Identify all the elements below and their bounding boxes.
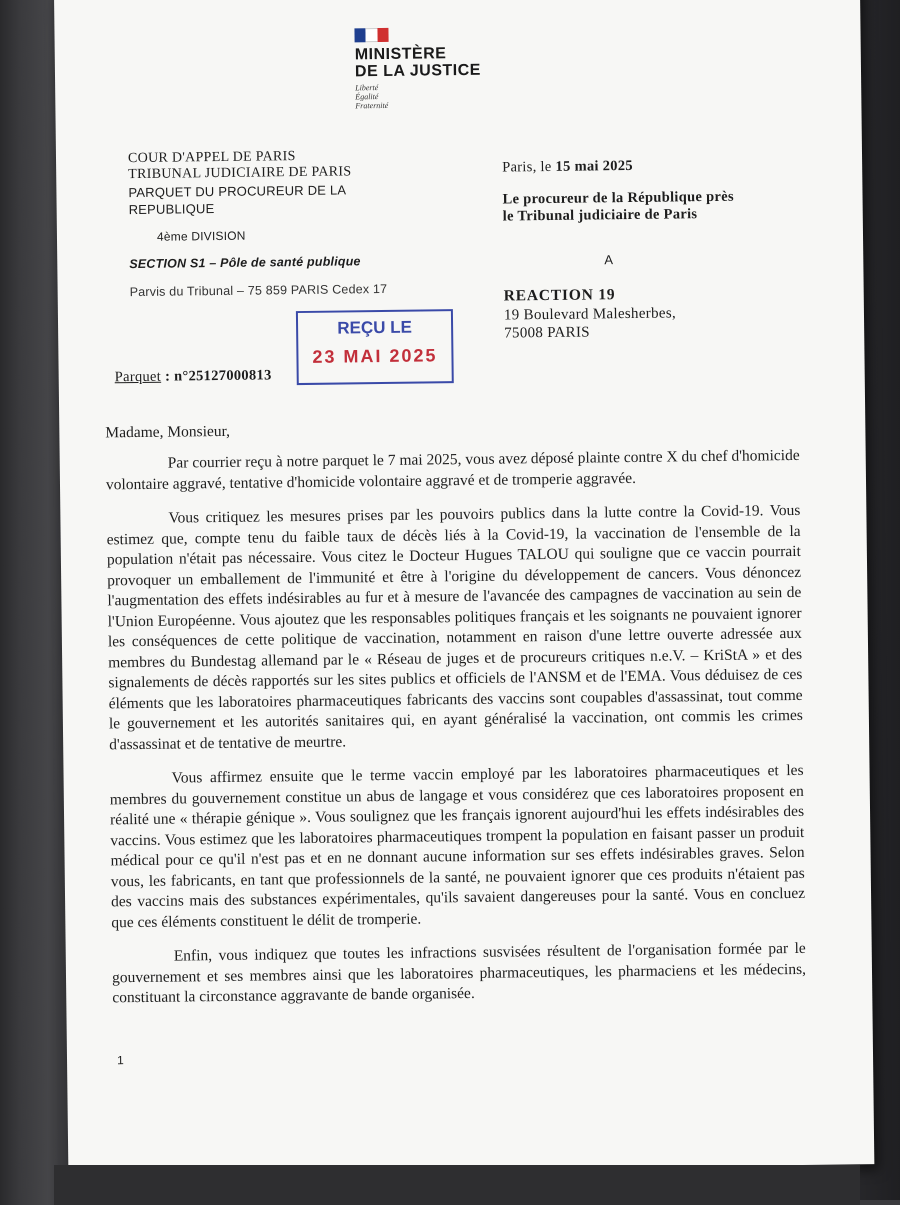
logo-motto-egalite: Égalité [355,92,379,102]
sender-section: SECTION S1 – Pôle de santé publique [129,254,361,272]
sender-parquet-line2: REPUBLIQUE [128,201,215,218]
letter-date-value: 15 mai 2025 [555,157,634,175]
sender-address: Parvis du Tribunal – 75 859 PARIS Cedex 17 [129,281,388,300]
letter-date-prefix: Paris, le [502,158,556,176]
recipient-street: 19 Boulevard Malesherbes, [503,305,677,324]
sender-court: COUR D'APPEL DE PARIS [127,149,296,167]
letter-page [54,0,874,1174]
letter-date [502,158,633,176]
marianne-logo-icon [354,28,388,42]
paragraph-3: Vous affirmez ensuite que le terme vaccin employé par les laboratoires pharmaceutiques et les membres du gouvernement constitue un abus de langage et vous considérez que ces laboratoires proposent en réalité une « thérapie génique ». Vous soulignez que les français ignorent aujourd'hui les effets indésirables des vaccins. Vous estimez que les laboratoires pharmaceutiques trompent la population en faisant passer un produit médical pour ce qu'il n'est pas et en ne donnant aucune information sur ses effets indésirables graves. Selon vous, les fabricants, en tant que professionnels de la santé, ne pouvaient ignorer que ces produits n'étaient pas des vaccins mais des substances expérimentales, qu'ils savaient dangereuses pour la santé. Vous en concluez que ces éléments constituent le délit de tromperie. [109,761,806,931]
parquet-reference [115,367,272,385]
logo-motto-liberte: Liberté [355,83,379,93]
from-line1: Le procureur de la République près [502,188,734,208]
sender-tribunal: TRIBUNAL JUDICIAIRE DE PARIS [128,164,352,183]
logo-de-la-justice: DE LA JUSTICE [354,61,481,81]
sender-division: 4ème DIVISION [156,228,246,244]
parquet-number: : n°25127000813 [160,367,272,385]
logo-motto-fraternite: Fraternité [355,100,389,111]
recipient-city: 75008 PARIS [504,324,590,342]
page-number: 1 [116,1053,124,1068]
sender-parquet-line1: PARQUET DU PROCUREUR DE LA [128,182,347,201]
paragraph-1: Par courrier reçu à notre parquet le 7 mai 2025, vous avez déposé plainte contre X du chef d'homicide volontaire aggravé, tentative d'homicide volontaire aggravé et de tromperie aggravée. [105,446,800,493]
logo-ministere: MINISTÈRE [354,45,447,64]
from-line2: le Tribunal judiciaire de Paris [502,206,698,225]
parquet-label: Parquet [114,368,162,386]
salutation: Madame, Monsieur, [105,422,231,442]
stamp-title: REÇU LE [337,317,413,338]
paragraph-4: Enfin, vous indiquez que toutes les infractions susvisées résultent de l'organisation formée par le gouvernement et ses membres ainsi que les laboratoires pharmaceutiques, les pharmaciens et les médecins, constituant la circonstance aggravante de bande organisée. [111,939,807,1007]
stamp-date: 23 MAI 2025 [312,345,438,367]
received-stamp [296,309,454,385]
desk-bottom-shadow [54,1165,860,1205]
paragraph-2: Vous critiquez les mesures prises par les pouvoirs publics dans la lutte contre la Covid-19. Vous estimez que, compte tenu du faible taux de décès liés à la Covid-19, la vaccination de l'ensemble de la population n'était pas nécessaire. Vous citez le Docteur Hugues TALOU qui souligne que ce vaccin pourrait provoquer un emballement de l'immunité et être à l'origine du développement de cancers. Vous dénoncez l'augmentation des effets indésirables au fur et à mesure de l'avancée des campagnes de vaccination au sein de l'Union Européenne. Vous ajoutez que les responsables politiques français et les soignants ne pouvaient ignorer les conséquences de cette politique de vaccination, notamment en raison d'une lettre ouverte adressée aux membres du Bundestag allemand par le « Réseau de juges et de procureurs critiques n.e.V. – KriStA » et des signalements de décès rapportés sur les sites publics et officiels de l'ANSM et de l'EMA. Vous déduisez de ces éléments que les laboratoires pharmaceutiques fabricants des vaccins sont coupables d'assassinat, tout comme le gouvernement et les autorités sanitaires qui, en ayant généralisé la vaccination, ont commis les crimes d'assassinat et de tentative de meurtre. [106,501,803,753]
letter-body [106,446,807,1009]
to-marker: A [604,252,614,268]
recipient-name: REACTION 19 [503,286,616,305]
